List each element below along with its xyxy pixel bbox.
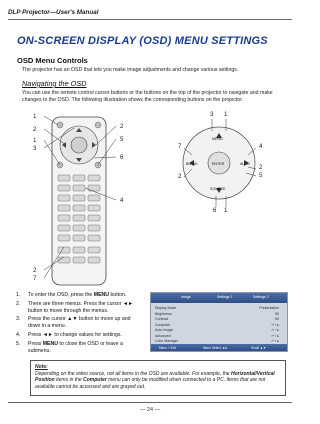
- step-text: Press the cursor ▲▼ button to move up and down in a menu.: [28, 316, 131, 330]
- remote-callout: 5: [120, 136, 124, 143]
- step-number: 2.: [16, 300, 21, 307]
- remote-callout: 6: [120, 154, 124, 161]
- osd-row: Advanced ↵ / ▸: [155, 333, 279, 338]
- step-item: [16, 301, 142, 315]
- step-number: 1.: [16, 292, 21, 298]
- osd-menu-screenshot: [150, 292, 288, 352]
- step-text: Press MENU to close the OSD or leave a submenu.: [28, 340, 123, 354]
- osd-hint-bar: [151, 344, 287, 351]
- section-heading: OSD Menu Controls: [17, 56, 88, 65]
- remote-callout: 4: [120, 197, 124, 204]
- source-key-label: SOURCE: [210, 187, 226, 191]
- section-intro: The projector has an OSD that lets you make image adjustments and change various settings.: [22, 67, 239, 73]
- step-item: [16, 316, 142, 330]
- note-box: [30, 360, 286, 396]
- remote-callout: 7: [33, 275, 37, 282]
- remote-control-drawing: [30, 113, 130, 288]
- osd-row: Brightness 50: [155, 311, 279, 316]
- osd-row: Display Mode Presentation: [155, 306, 279, 310]
- step-text: There are three menus. Press the cursor ◄► button to move through the menus.: [28, 300, 134, 314]
- keypad-illustration: [168, 111, 278, 216]
- osd-row: Computer ↵ / ▸: [155, 322, 279, 327]
- keypad-callout: 7: [178, 143, 182, 150]
- keypad-callout: 2: [259, 164, 263, 171]
- steps-list: [16, 292, 142, 356]
- remote-callout: 1: [33, 137, 37, 144]
- subsection-paragraph: You can use the remote control cursor buttons or the buttons on the top of the projector to navigate and make changes to the OSD. The following illustration shows the corresponding buttons on the projector.: [22, 90, 273, 104]
- osd-hint: Menu Select ◄►: [203, 345, 228, 350]
- osd-tab-settings-1: Settings 1: [217, 295, 233, 299]
- remote-callout: 3: [33, 145, 37, 152]
- step-item: [16, 341, 142, 355]
- remote-callout: 2: [33, 267, 37, 274]
- header-rule: [8, 19, 292, 20]
- enter-key-label: ENTER: [212, 162, 225, 166]
- keypad-callout: 3: [210, 111, 214, 118]
- keypad-callout: 4: [259, 143, 263, 150]
- keypad-callout: 5: [259, 172, 263, 179]
- osd-tab-settings-2: Settings 2: [253, 295, 269, 299]
- remote-callout: 1: [33, 113, 37, 120]
- footer-rule: [8, 402, 292, 403]
- step-number: 4.: [16, 331, 21, 338]
- keypad-callout: 1: [224, 207, 228, 214]
- osd-hint: Scroll ▲▼: [251, 345, 267, 350]
- blank-key-label: BLANK: [186, 162, 198, 166]
- subsection-heading: Navigating the OSD: [22, 79, 87, 88]
- osd-row: Contrast 50: [155, 317, 279, 321]
- remote-illustration: [30, 113, 130, 288]
- osd-row: Auto Image ↵ / ▸: [155, 328, 279, 332]
- step-text: To enter the OSD, press the MENU button.: [28, 292, 127, 298]
- step-number: 3.: [16, 316, 21, 323]
- step-item: [16, 292, 142, 299]
- menu-key-label: MENU: [212, 137, 223, 141]
- osd-row: Color Manager ↵ / ▸: [155, 339, 279, 343]
- page-number: — 24 —: [139, 407, 161, 413]
- running-header: DLP Projector—User's Manual: [8, 9, 99, 16]
- osd-tab-image: Image: [181, 295, 191, 299]
- page-title: ON-SCREEN DISPLAY (OSD) MENU SETTINGS: [17, 35, 268, 47]
- step-text: Press ◄► to change values for settings.: [28, 331, 122, 338]
- step-item: [16, 332, 142, 339]
- osd-hint: Menu = Exit: [159, 345, 176, 350]
- keypad-callout: 6: [213, 207, 217, 214]
- auto-key-label: AUTO: [240, 162, 250, 166]
- keypad-callout: 1: [224, 111, 228, 118]
- step-number: 5.: [16, 340, 21, 347]
- note-text: Depending on the video source, not all items in the OSD are available. For example, the Horizontal/Vertical Position items in the Computer menu can only be modified when connected to a PC. Items that are not available cannot be accessed and are grayed out.: [35, 370, 275, 390]
- note-label: Note:: [35, 364, 48, 370]
- osd-tab-bar: [151, 293, 287, 303]
- remote-callout: 2: [120, 123, 124, 130]
- remote-callout: 2: [33, 126, 37, 133]
- keypad-callout: 2: [178, 173, 182, 180]
